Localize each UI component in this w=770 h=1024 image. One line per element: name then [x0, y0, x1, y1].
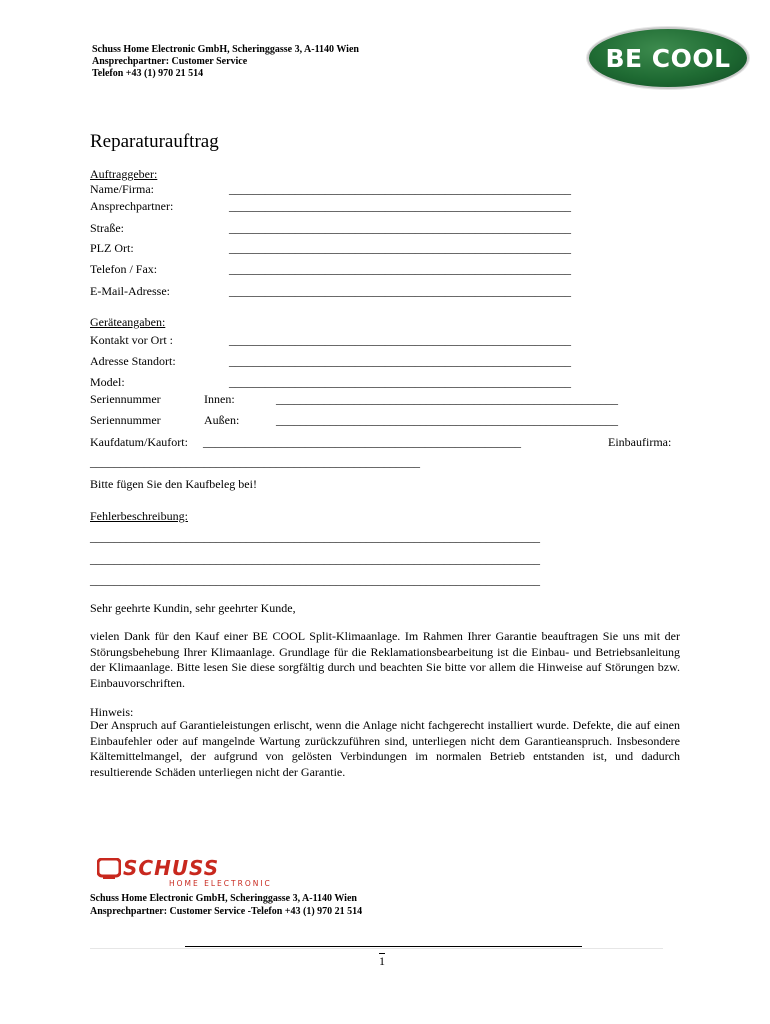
fault-line-1[interactable]: ___________________________________________________________________________	[90, 530, 540, 544]
note-body: Der Anspruch auf Garantieleistungen erlischt, wenn die Anlage nicht fachgerecht installiert wurde. Defekte, die auf einen Einbaufehler oder auf mangelnde Wartung zurückzuführen sind, unterliegen nicht dem Garantieanspruch. Insbesondere Kältemittelmangel, der aufgrund von gelösten Verbindungen im normalen Betrieb entstanden ist, und dadurch resultierende Schäden unterliegen nicht der Garantie.	[90, 718, 680, 779]
serial-outer-label: Seriennummer	[90, 413, 161, 427]
serial-inner-field[interactable]: _________________________________________________________	[276, 392, 618, 406]
installer-field[interactable]: _______________________________________________________	[90, 455, 420, 469]
be-cool-logo: BE COOL	[587, 27, 749, 89]
fault-line-2[interactable]: ___________________________________________________________________________	[90, 552, 540, 566]
schuss-wordmark: SCHUSS	[123, 856, 220, 880]
serial-inner-label: Seriennummer	[90, 392, 161, 406]
schuss-tv-icon	[97, 858, 121, 880]
phone-field[interactable]: _________________________________________________________	[229, 262, 571, 276]
city-label: PLZ Ort:	[90, 241, 134, 255]
city-field[interactable]: _________________________________________________________	[229, 241, 571, 255]
receipt-note: Bitte fügen Sie den Kaufbeleg bei!	[90, 477, 257, 491]
schuss-subtitle: HOME ELECTRONIC	[169, 879, 272, 888]
phone-label: Telefon / Fax:	[90, 262, 158, 276]
installer-label: Einbaufirma:	[608, 435, 672, 449]
email-field[interactable]: _________________________________________________________	[229, 284, 571, 298]
footer-contact: Ansprechpartner: Customer Service -Telefon +43 (1) 970 21 514	[90, 906, 363, 917]
footer-divider-faint	[90, 948, 663, 949]
model-label: Model:	[90, 375, 125, 389]
onsite-contact-label: Kontakt vor Ort :	[90, 333, 173, 347]
inner-label: Innen:	[204, 392, 235, 406]
email-label: E-Mail-Adresse:	[90, 284, 170, 298]
header-phone: Telefon +43 (1) 970 21 514	[92, 68, 204, 79]
street-label: Straße:	[90, 221, 124, 235]
footer-divider	[185, 946, 582, 947]
fault-heading: Fehlerbeschreibung:	[90, 509, 188, 523]
contact-person-field[interactable]: _________________________________________________________	[229, 199, 571, 213]
page-title: Reparaturauftrag	[90, 131, 219, 152]
device-heading: Geräteangaben:	[90, 315, 166, 329]
footer-address: Schuss Home Electronic GmbH, Scheringgasse 3, A-1140 Wien	[90, 893, 357, 904]
customer-heading: Auftraggeber:	[90, 167, 158, 181]
street-field[interactable]: _________________________________________________________	[229, 221, 571, 235]
site-address-field[interactable]: _________________________________________________________	[229, 354, 571, 368]
salutation: Sehr geehrte Kundin, sehr geehrter Kunde,	[90, 601, 296, 615]
serial-outer-field[interactable]: _________________________________________________________	[276, 413, 618, 427]
fault-line-3[interactable]: ___________________________________________________________________________	[90, 573, 540, 587]
schuss-logo	[97, 856, 277, 890]
note-heading: Hinweis:	[90, 705, 134, 719]
site-address-label: Adresse Standort:	[90, 354, 176, 368]
purchase-field[interactable]: _____________________________________________________	[203, 435, 521, 449]
header-contact: Ansprechpartner: Customer Service	[92, 56, 248, 67]
onsite-contact-field[interactable]: _________________________________________________________	[229, 333, 571, 347]
name-label: Name/Firma:	[90, 182, 154, 196]
letter-body: vielen Dank für den Kauf einer BE COOL Split-Klimaanlage. Im Rahmen Ihrer Garantie beauftragen Sie uns mit der Störungsbehebung Ihrer Klimaanlage. Grundlage für die Reklamationsbearbeitung ist die Einbau- und Betriebsanleitung der Klimaanlage. Bitte lesen Sie diese sorgfältig durch und beachten Sie bitte vor allem die Hinweise auf Störungen bzw. Einbauvorschriften.	[90, 629, 680, 690]
contact-person-label: Ansprechpartner:	[90, 199, 174, 213]
model-field[interactable]: _________________________________________________________	[229, 375, 571, 389]
outer-label: Außen:	[204, 413, 240, 427]
name-field[interactable]: _________________________________________________________	[229, 182, 571, 196]
header-address: Schuss Home Electronic GmbH, Scheringgasse 3, A-1140 Wien	[92, 44, 359, 55]
page-number: 1	[379, 954, 385, 968]
purchase-label: Kaufdatum/Kaufort:	[90, 435, 188, 449]
